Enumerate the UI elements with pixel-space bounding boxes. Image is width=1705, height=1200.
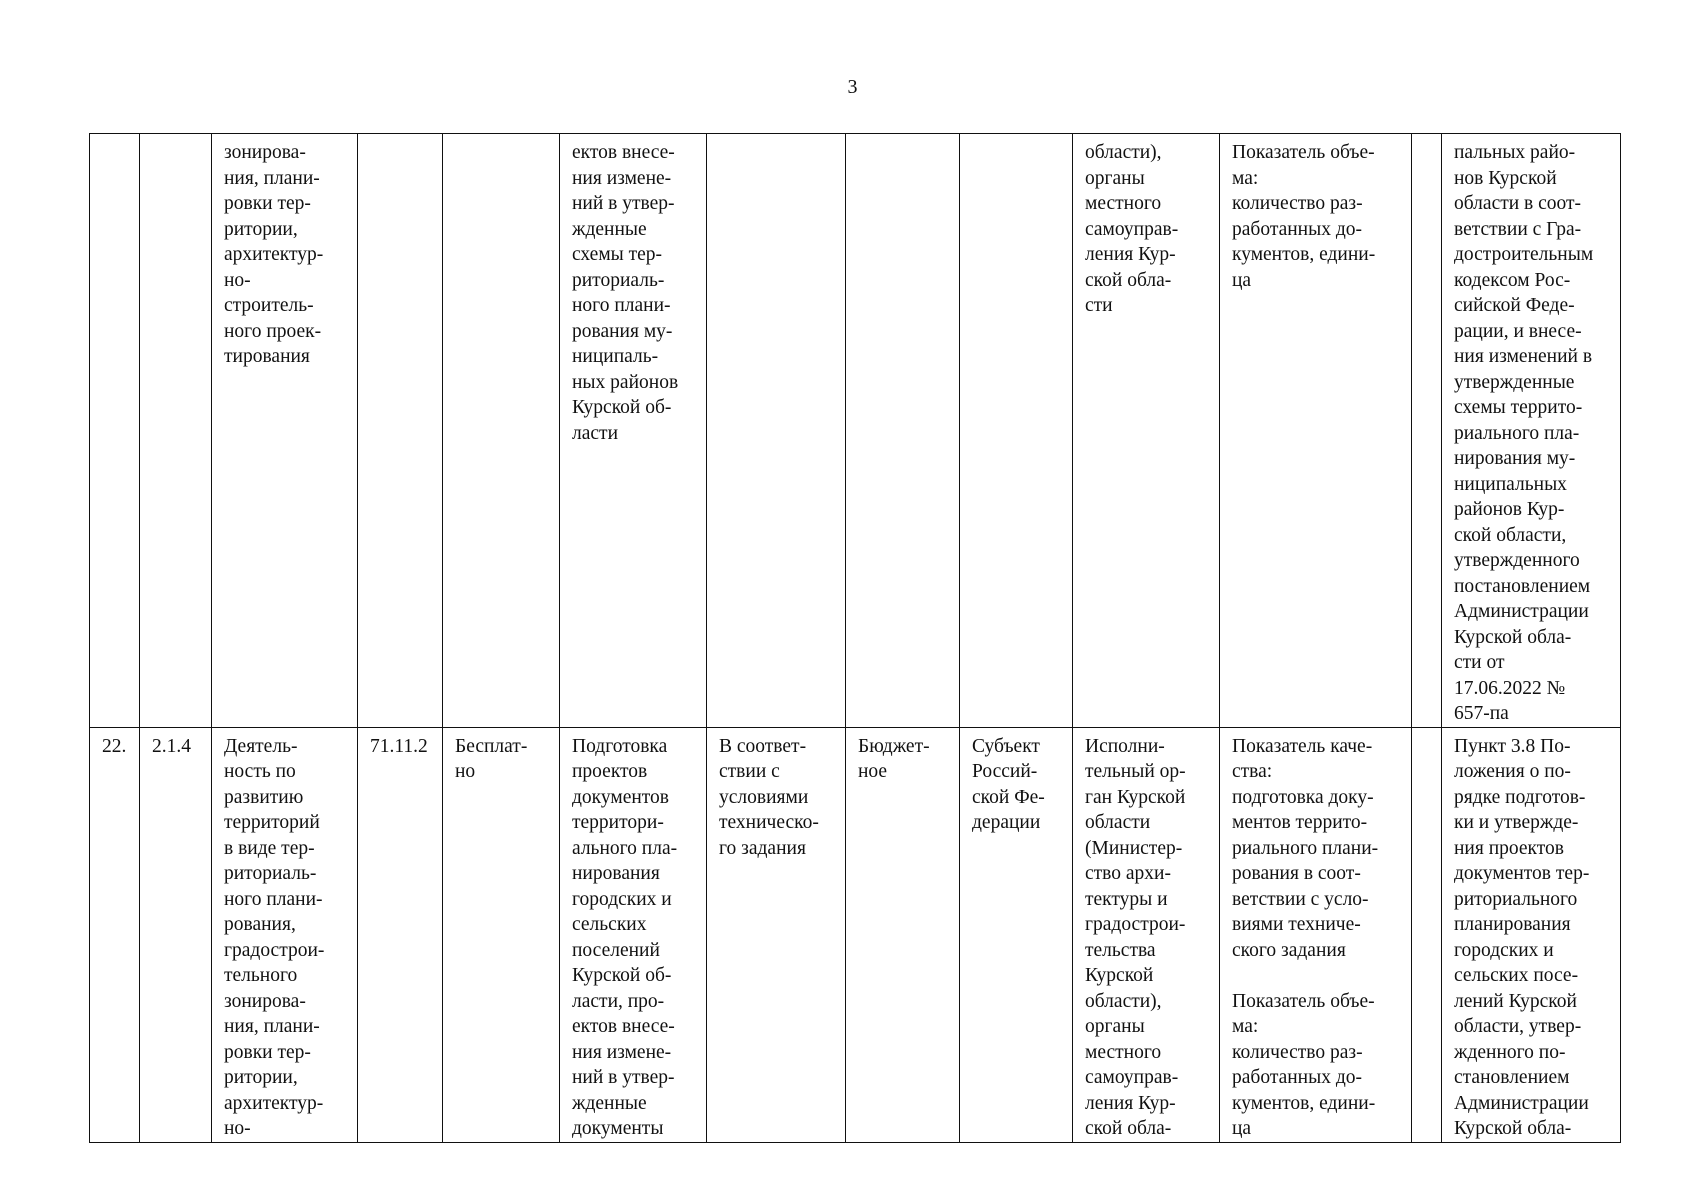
cell-conditions: В соответ- ствии с условиями техническо- го задания	[707, 727, 846, 1142]
cell-code	[140, 134, 212, 728]
page-number: 3	[847, 76, 858, 98]
cell-authority: Исполни- тельный ор- ган Курской области (Министер- ство архи- тектуры и градострои- тельства Курской области), органы местного самоуправ- ления Кур- ской обла-	[1073, 727, 1220, 1142]
cell-code: 2.1.4	[140, 727, 212, 1142]
cell-institution-type	[846, 134, 960, 728]
cell-extra	[1412, 134, 1442, 728]
cell-extra	[1412, 727, 1442, 1142]
cell-okved: 71.11.2	[358, 727, 443, 1142]
table-row	[90, 727, 1621, 1142]
registry-table	[89, 133, 1621, 1143]
cell-content: Подготовка проектов документов территори- ального пла- нирования городских и сельских поселений Курской об- ласти, про- ектов внесе- ния измене- ний в утвер- жденные документы	[560, 727, 707, 1142]
cell-authority: области), органы местного самоуправ- ления Кур- ской обла- сти	[1073, 134, 1220, 728]
cell-founder	[960, 134, 1073, 728]
cell-founder: Субъект Россий- ской Фе- дерации	[960, 727, 1073, 1142]
cell-activity-name: зонирова- ния, плани- ровки тер- ритории, архитектур- но- строитель- ного проек- тирования	[212, 134, 358, 728]
cell-indicators: Показатель каче- ства: подготовка доку- ментов террито- риального плани- рования в соот- ветствии с усло- виями техниче- ского задания Показатель объе- ма: количество раз- работанных до- кументов, едини- ца	[1220, 727, 1412, 1142]
table-row	[90, 134, 1621, 728]
cell-legal-basis: пальных райо- нов Курской области в соот- ветствии с Гра- достроительным кодексом Рос- сийской Феде- рации, и внесе- ния изменений в утвержденные схемы террито- риального пла- нирования му- ниципальных районов Кур- ской области, утвержденного постановлением Администрации Курской обла- сти от 17.06.2022 № 657-па	[1442, 134, 1621, 728]
cell-payment: Бесплат- но	[443, 727, 560, 1142]
cell-number	[90, 134, 140, 728]
cell-institution-type: Бюджет- ное	[846, 727, 960, 1142]
cell-number: 22.	[90, 727, 140, 1142]
cell-conditions	[707, 134, 846, 728]
cell-legal-basis: Пункт 3.8 По- ложения о по- рядке подготов- ки и утвержде- ния проектов документов тер- риториального планирования городских и сельских посе- лений Курской области, утвер- жденного по- становлением Администрации Курской обла-	[1442, 727, 1621, 1142]
cell-payment	[443, 134, 560, 728]
cell-okved	[358, 134, 443, 728]
cell-indicators: Показатель объе- ма: количество раз- работанных до- кументов, едини- ца	[1220, 134, 1412, 728]
cell-activity-name: Деятель- ность по развитию территорий в виде тер- риториаль- ного плани- рования, градострои- тельного зонирова- ния, плани- ровки тер- ритории, архитектур- но-	[212, 727, 358, 1142]
cell-content: ектов внесе- ния измене- ний в утвер- жденные схемы тер- риториаль- ного плани- рования му- ниципаль- ных районов Курской об- ласти	[560, 134, 707, 728]
